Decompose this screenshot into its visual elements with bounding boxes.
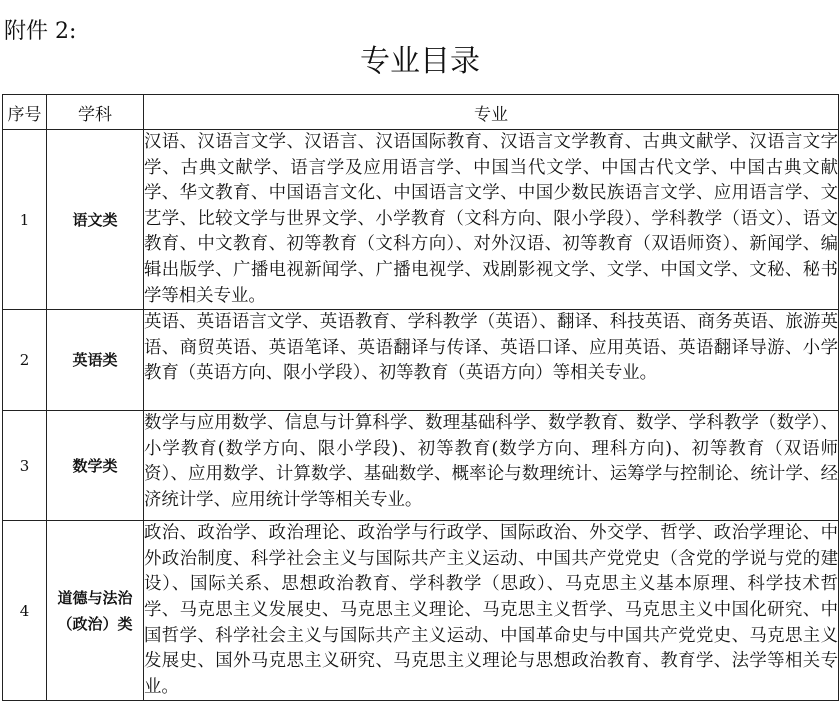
row-subject <box>47 521 144 701</box>
table-row <box>3 130 839 310</box>
table-row <box>3 521 839 701</box>
table-header-row <box>3 95 839 130</box>
header-serial-number: 序号 <box>3 95 47 130</box>
row-majors: 英语、英语语言文学、英语教育、学科教学（英语）、翻译、科技英语、商务英语、旅游英语、商贸英语、英语笔译、英语翻译与传译、英语口译、应用英语、英语翻译导游、小学教育（英语方向、限小学段）、初等教育（英语方向）等相关专业。 <box>144 310 839 411</box>
row-majors: 政治、政治学、政治理论、政治学与行政学、国际政治、外交学、哲学、政治学理论、中外政治制度、科学社会主义与国际共产主义运动、中国共产党党史（含党的学说与党的建设）、国际关系、思想政治教育、学科教学（思政）、马克思主义基本原理、科学技术哲学、马克思主义发展史、马克思主义理论、马克思主义哲学、马克思主义中国化研究、中国哲学、科学社会主义与国际共产主义运动、中国革命史与中国共产党党史、马克思主义发展史、国外马克思主义研究、马克思主义理论与思想政治教育、教育学、法学等相关专业。 <box>144 521 839 701</box>
row-subject: 英语类 <box>47 310 144 411</box>
row-number: 4 <box>3 521 47 701</box>
row-subject-line: （政治）类 <box>57 614 133 633</box>
table-row <box>3 411 839 521</box>
page-title: 专业目录 <box>360 44 480 79</box>
row-number: 1 <box>3 130 47 310</box>
row-subject: 语文类 <box>47 130 144 310</box>
row-subject: 数学类 <box>47 411 144 521</box>
major-catalog-table <box>2 94 839 701</box>
row-number: 2 <box>3 310 47 411</box>
row-subject-line: 道德与法治 <box>57 588 133 607</box>
row-majors: 数学与应用数学、信息与计算科学、数理基础科学、数学教育、数学、学科教学（数学）、小学教育(数学方向、限小学段)、初等教育(数学方向、理科方向)、初等教育（双语师资）、应用数学、计算数学、基础数学、概率论与数理统计、运筹学与控制论、统计学、经济统计学、应用统计学等相关专业。 <box>144 411 839 521</box>
attachment-label: 附件 2: <box>4 19 77 44</box>
header-major: 专业 <box>144 95 839 130</box>
table-row <box>3 310 839 411</box>
header-subject: 学科 <box>47 95 144 130</box>
row-number: 3 <box>3 411 47 521</box>
row-majors: 汉语、汉语言文学、汉语言、汉语国际教育、汉语言文学教育、古典文献学、汉语言文字学、古典文献学、语言学及应用语言学、中国当代文学、中国古代文学、中国古典文献学、华文教育、中国语言文化、中国语言文学、中国少数民族语言文学、应用语言学、文艺学、比较文学与世界文学、小学教育（文科方向、限小学段）、学科教学（语文）、语文教育、中文教育、初等教育（文科方向）、对外汉语、初等教育（双语师资）、新闻学、编辑出版学、广播电视新闻学、广播电视学、戏剧影视文学、文学、中国文学、文秘、秘书学等相关专业。 <box>144 130 839 310</box>
